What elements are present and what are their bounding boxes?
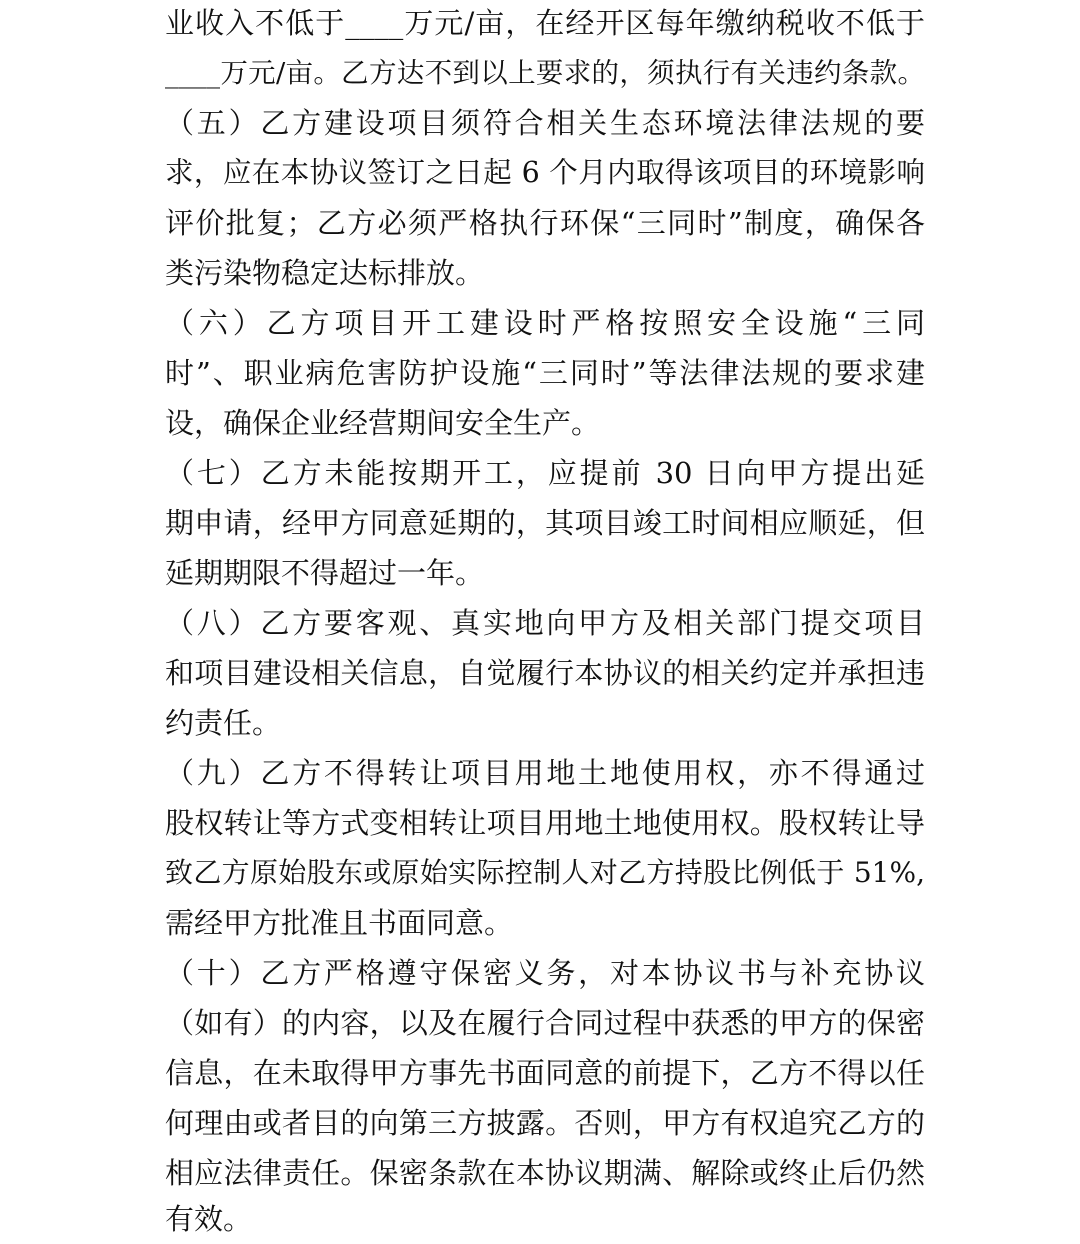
text-line: 延期期限不得超过一年。 <box>165 556 485 590</box>
paragraph-6-line: （六）乙方项目开工建设时严格按照安全设施“三同 <box>165 306 925 340</box>
text-line: 类污染物稳定达标排放。 <box>165 256 485 290</box>
text-line: 有效。 <box>165 1202 253 1236</box>
text-line: 求，应在本协议签订之日起 6 个月内取得该项目的环境影响 <box>165 156 925 189</box>
text-line: ____万元/亩。乙方达不到以上要求的，须执行有关违约条款。 <box>165 57 925 89</box>
paragraph-9-line: （九）乙方不得转让项目用地土地使用权，亦不得通过 <box>165 756 925 790</box>
text-line: 何理由或者目的向第三方披露。否则，甲方有权追究乙方的 <box>165 1106 925 1140</box>
text-line: 和项目建设相关信息，自觉履行本协议的相关约定并承担违 <box>165 656 925 690</box>
text-line: 期申请，经甲方同意延期的，其项目竣工时间相应顺延，但 <box>165 506 925 540</box>
text-line: 评价批复；乙方必须严格执行环保“三同时”制度，确保各 <box>165 206 925 240</box>
text-line: 信息，在未取得甲方事先书面同意的前提下，乙方不得以任 <box>165 1056 925 1090</box>
text-line: 设，确保企业经营期间安全生产。 <box>165 406 601 440</box>
text-line: 股权转让等方式变相转让项目用地土地使用权。股权转让导 <box>165 806 925 840</box>
text-line: 需经甲方批准且书面同意。 <box>165 906 514 940</box>
text-line: 业收入不低于____万元/亩，在经开区每年缴纳税收不低于 <box>165 6 925 40</box>
text-line: 相应法律责任。保密条款在本协议期满、解除或终止后仍然 <box>165 1156 925 1190</box>
paragraph-10-line: （十）乙方严格遵守保密义务，对本协议书与补充协议 <box>165 956 925 990</box>
text-line: 时”、职业病危害防护设施“三同时”等法律法规的要求建 <box>165 356 925 390</box>
paragraph-8-line: （八）乙方要客观、真实地向甲方及相关部门提交项目 <box>165 606 925 640</box>
text-line: （如有）的内容，以及在履行合同过程中获悉的甲方的保密 <box>165 1006 925 1040</box>
text-line: 约责任。 <box>165 706 282 740</box>
paragraph-5-line: （五）乙方建设项目须符合相关生态环境法律法规的要 <box>165 106 925 140</box>
text-line: 致乙方原始股东或原始实际控制人对乙方持股比例低于 51%, <box>165 856 925 889</box>
paragraph-7-line: （七）乙方未能按期开工，应提前 30 日向甲方提出延 <box>165 456 925 490</box>
